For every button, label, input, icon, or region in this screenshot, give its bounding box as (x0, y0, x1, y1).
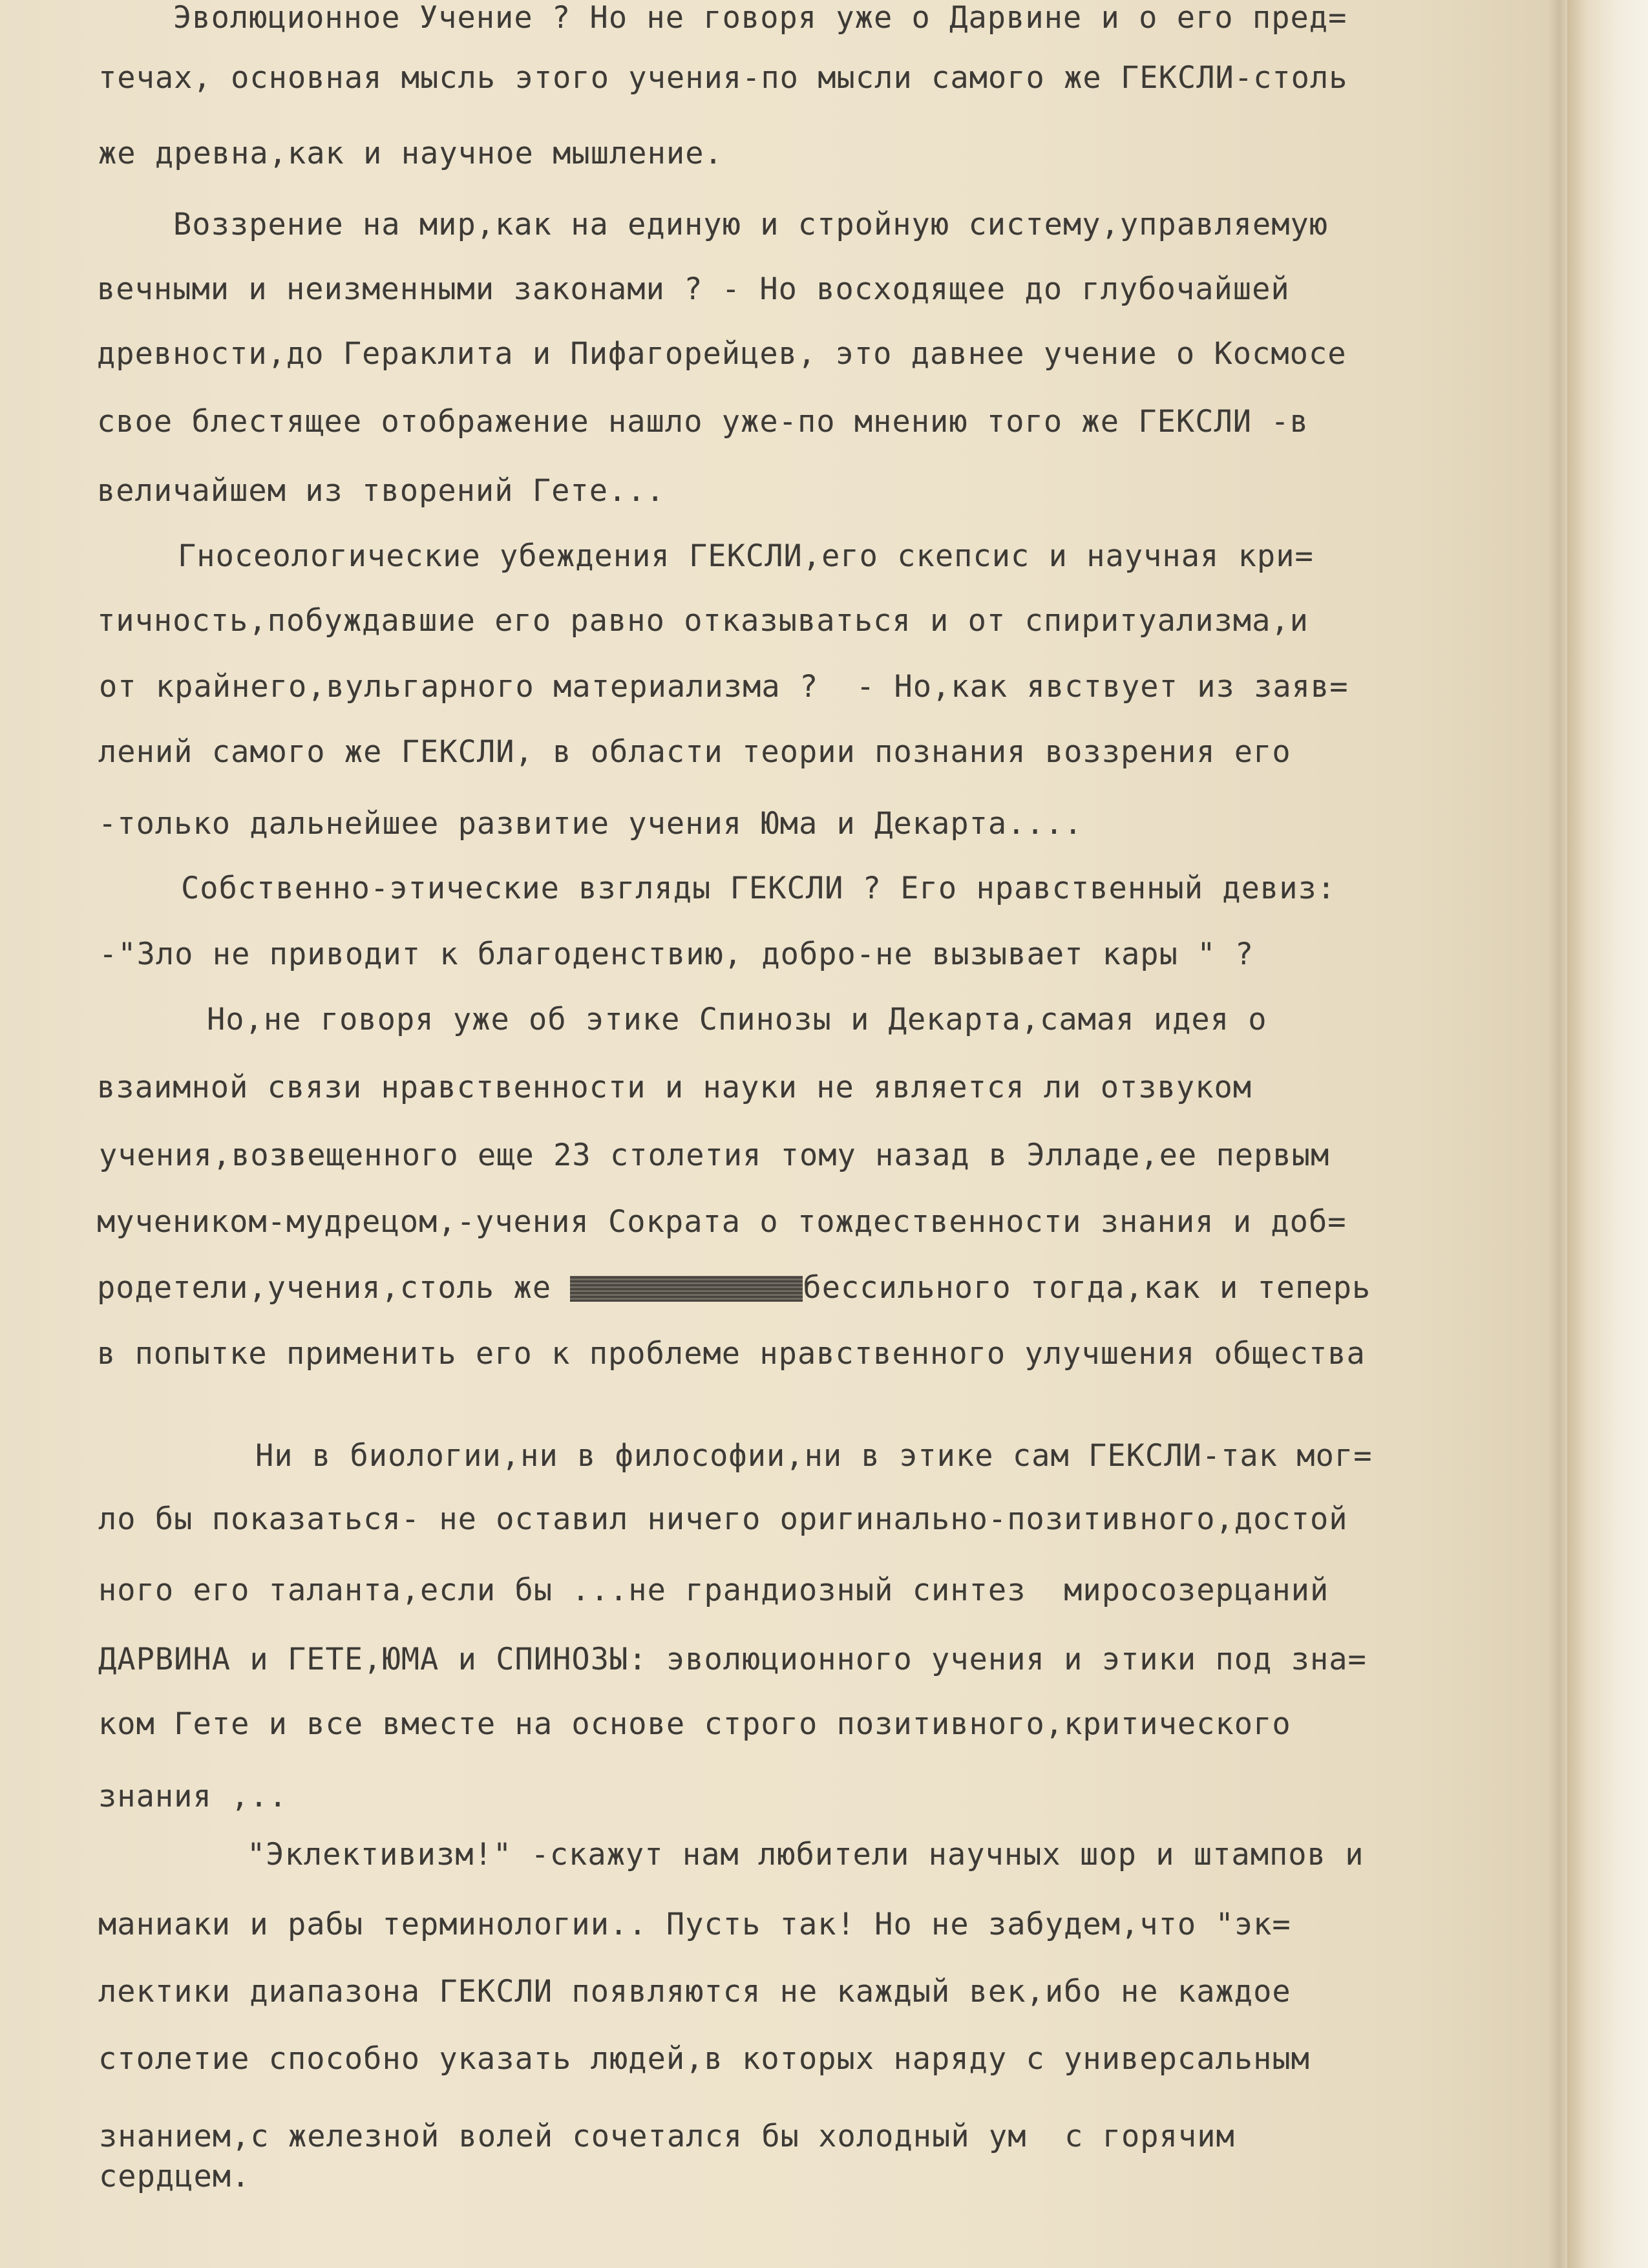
text-line: от крайнего,вульгарного материализма ? - Но,как явствует из заяв= (99, 669, 1349, 705)
text-line: сердцем. (99, 2159, 251, 2194)
text-line: свое блестящее отображение нашло уже-по мнению того же ГЕКСЛИ -в (97, 404, 1309, 440)
text-segment: бессильного тогда,как и теперь (803, 1270, 1371, 1306)
text-line: Гносеологические убеждения ГЕКСЛИ,его скепсис и научная кри= (178, 538, 1314, 574)
text-line: Собственно-этические взгляды ГЕКСЛИ ? Его нравственный девиз: (181, 871, 1336, 906)
text-line: ло бы показаться- не оставил ничего оригинально-позитивного,достой (98, 1501, 1348, 1537)
text-line: Воззрение на мир,как на единую и стройную систему,управляемую (173, 207, 1329, 242)
typewritten-text (97, 0, 1551, 2194)
text-line: древности,до Гераклита и Пифагорейцев, это давнее учение о Космосе (97, 336, 1347, 372)
text-line: ного его таланта,если бы ...не грандиозный синтез миросозерцаний (98, 1573, 1329, 1608)
text-line: столетие способно указать людей,в которых наряду с универсальным (98, 2041, 1310, 2077)
text-line: ДАРВИНА и ГЕТЕ,ЮМА и СПИНОЗЫ: эволюционного учения и этики под зна= (98, 1642, 1367, 1677)
text-line: же древна,как и научное мышление. (98, 136, 723, 171)
text-line: "Эклективизм!" -скажут нам любители научных шор и штампов и (247, 1837, 1364, 1872)
text-line: мучеником-мудрецом,-учения Сократа о тождественности знания и доб= (97, 1204, 1347, 1240)
text-line: Эволюционное Учение ? Но не говоря уже о Дарвине и о его пред= (173, 0, 1347, 36)
text-segment: родетели,учения,столь же (97, 1270, 571, 1306)
text-line: лектики диапазона ГЕКСЛИ появляются не каждый век,ибо не каждое (98, 1974, 1291, 2009)
text-line: течах, основная мысль этого учения-по мысли самого же ГЕКСЛИ-столь (98, 60, 1348, 96)
text-line: -"Зло не приводит к благоденствию, добро-не вызывает кары " ? (99, 937, 1254, 972)
text-line: учения,возвещенного еще 23 столетия тому назад в Элладе,ее первым (99, 1138, 1330, 1173)
text-line: ком Гете и все вместе на основе строго позитивного,критического (98, 1706, 1291, 1742)
text-line: маниаки и рабы терминологии.. Пусть так! Но не забудем,что "эк= (98, 1907, 1291, 1942)
text-line: -только дальнейшее развитие учения Юма и Декарта.... (98, 806, 1083, 842)
text-line: тичность,побуждавшие его равно отказываться и от спиритуализма,и (97, 603, 1309, 639)
text-line-with-blot (97, 1270, 1371, 1306)
text-line: вечными и неизменными законами ? - Но восходящее до глубочайшей (97, 271, 1290, 307)
text-line: Но,не говоря уже об этике Спинозы и Декарта,самая идея о (207, 1002, 1267, 1037)
text-line: Ни в биологии,ни в философии,ни в этике сам ГЕКСЛИ-так мог= (255, 1438, 1373, 1474)
page-edge (1567, 0, 1648, 2268)
text-line: знанием,с железной волей сочетался бы холодный ум с горячим (99, 2119, 1235, 2154)
text-line: величайшем из творений Гете... (97, 473, 665, 509)
text-line: взаимной связи нравственности и науки не является ли отзвуком (97, 1070, 1252, 1105)
text-line: лений самого же ГЕКСЛИ, в области теории познания воззрения его (98, 734, 1291, 770)
text-line: в попытке применить его к проблеме нравственного улучшения общества (97, 1336, 1366, 1372)
text-line: знания ,.. (98, 1779, 288, 1814)
struck-out-word (570, 1276, 803, 1302)
